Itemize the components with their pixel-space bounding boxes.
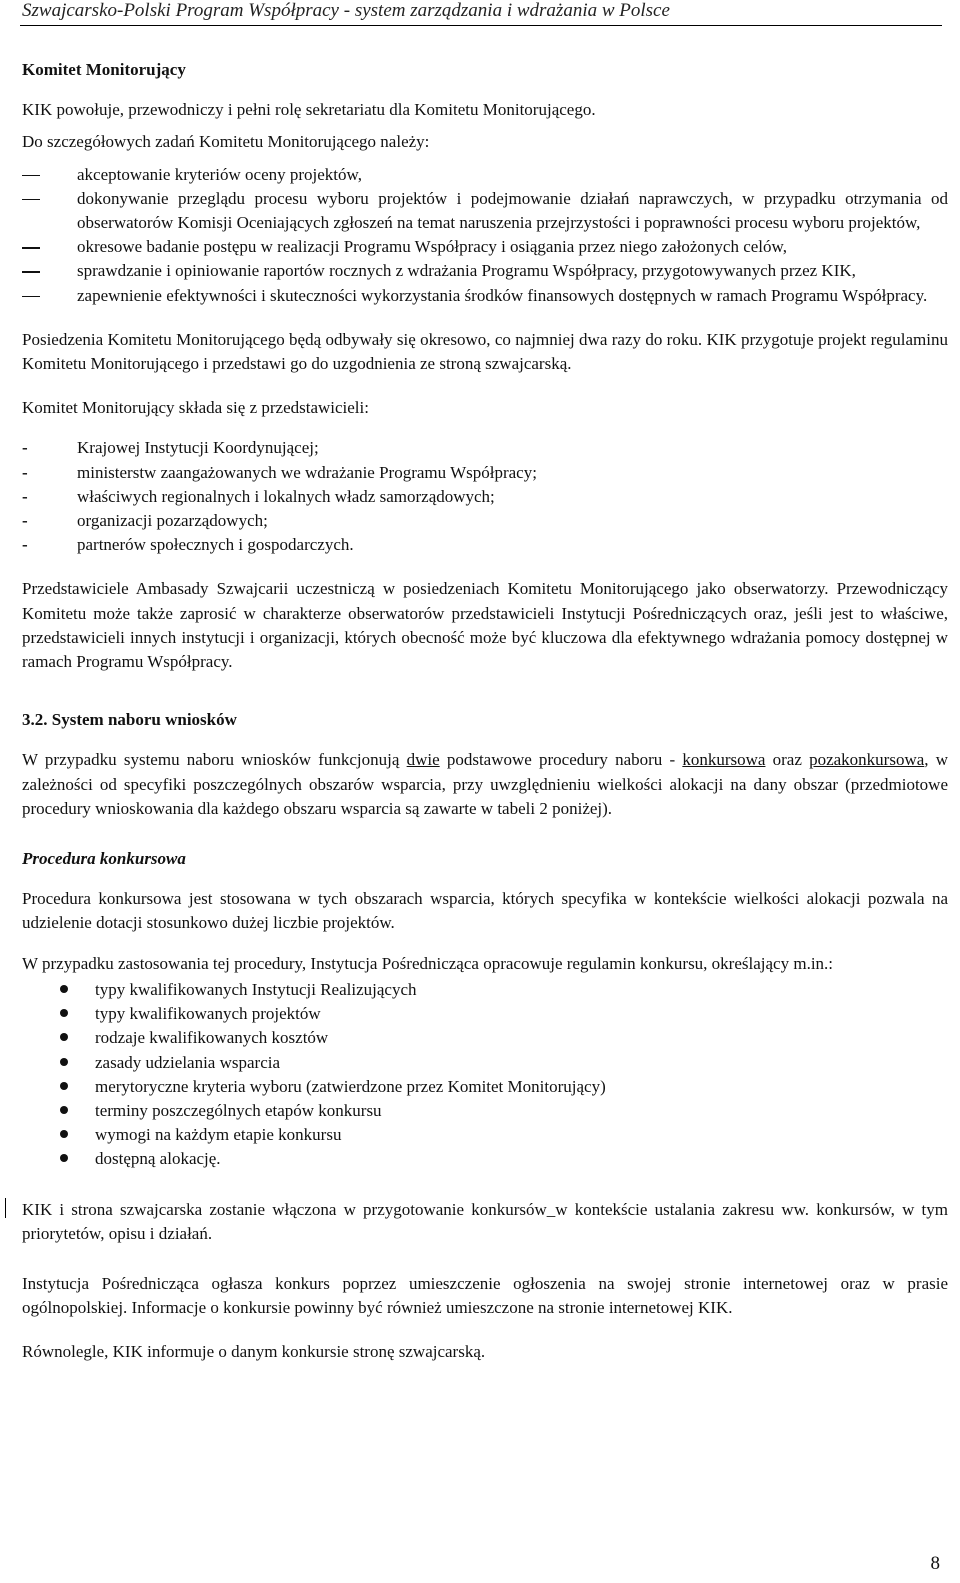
bullet-marker: [60, 1082, 68, 1090]
hyphen-marker: -: [22, 462, 28, 482]
list-item: - partnerów społecznych i gospodarczych.: [22, 533, 948, 557]
regulations-intro: W przypadku zastosowania tej procedury, Instytucja Pośrednicząca opracowuje regulamin konkursu, określający m.in.:: [22, 953, 834, 973]
page-number: 8: [930, 1553, 940, 1574]
dash-marker: [22, 175, 40, 177]
hyphen-marker: -: [22, 486, 28, 506]
list-item: akceptowanie kryteriów oceny projektów,: [22, 163, 948, 187]
sub-heading-procedura: Procedura konkursowa: [22, 849, 186, 869]
swiss-involvement-paragraph: KIK i strona szwajcarska zostanie włączona w przygotowanie konkursów_w kontekście ustalania zakresu ww. konkursów, w tym priorytetów, opisu i działań.: [22, 1199, 948, 1243]
list-item: - właściwych regionalnych i lokalnych władz samorządowych;: [22, 485, 948, 509]
bullet-marker: [60, 1130, 68, 1138]
list-item: rodzaje kwalifikowanych kosztów: [22, 1026, 948, 1050]
list-item: zasady udzielania wsparcia: [22, 1051, 948, 1075]
hyphen-marker: -: [22, 535, 28, 555]
hyphen-marker: -: [22, 511, 28, 531]
bullet-marker: [60, 1033, 68, 1041]
list-item: terminy poszczególnych etapów konkursu: [22, 1099, 948, 1123]
running-header: Szwajcarsko-Polski Program Współpracy - system zarządzania i wdrażania w Polsce: [22, 0, 670, 21]
list-item: zapewnienie efektywności i skuteczności wykorzystania środków finansowych dostępnych w ramach Programu Współpracy.: [22, 284, 948, 308]
observers-paragraph: Przedstawiciele Ambasady Szwajcarii uczestniczą w posiedzeniach Komitetu Monitorującego jako obserwatorzy. Przewodniczący Komitetu może także zaprosić w charakterze obserwatorów przedstawicieli Instytucji Pośredniczących oraz, jeśli jest to właściwe, przedstawicieli innych instytucji i organizacji, których obecność może być kluczowa dla efektywnego wdrażania pomocy dostępnej w ramach Programu Współpracy.: [22, 579, 948, 672]
committee-heading: Komitet Monitorujący: [22, 60, 186, 79]
bullet-marker: [60, 1009, 68, 1017]
composition-intro: Komitet Monitorujący składa się z przedstawicieli:: [22, 398, 369, 418]
dash-marker: [22, 199, 40, 201]
list-item: wymogi na każdym etapie konkursu: [22, 1123, 948, 1147]
list-item: - ministerstw zaangażowanych we wdrażanie Programu Współpracy;: [22, 461, 948, 485]
section-heading-3-2: 3.2. System naboru wniosków: [22, 710, 237, 730]
dash-marker: [22, 247, 40, 249]
member-list: [22, 436, 948, 557]
list-item: sprawdzanie i opiniowanie raportów rocznych z wdrażania Programu Współpracy, przygotowywanych przez KIK,: [22, 259, 948, 283]
meetings-paragraph: Posiedzenia Komitetu Monitorującego będą odbywały się okresowo, co najmniej dwa razy do roku. KIK przygotuje projekt regulaminu Komitetu Monitorującego i przedstawi go do uzgodnienia ze stroną szwajcarską.: [22, 329, 948, 374]
procedures-paragraph: W przypadku systemu naboru wniosków funkcjonują dwie podstawowe procedury naboru - konkursowa oraz pozakonkursowa, w zależności od specyfiki poszczególnych obszarów wsparcia, przy uwzględnieniu wielkości alokacji na dany obszar (przedmiotowe procedury wnioskowania dla każdego obszaru wsparcia są zawarte w tabeli 2 poniżej).: [22, 750, 948, 818]
regulations-list: [22, 978, 948, 1172]
announcement-paragraph: Instytucja Pośrednicząca ogłasza konkurs poprzez umieszczenie ogłoszenia na swojej stronie internetowej oraz w prasie ogólnopolskiej. Informacje o konkursie powinny być również umieszczone na stronie internetowej KIK.: [22, 1273, 948, 1318]
swiss-involvement-block: [22, 1198, 948, 1246]
list-item: - organizacji pozarządowych;: [22, 509, 948, 533]
list-item: merytoryczne kryteria wyboru (zatwierdzone przez Komitet Monitorujący): [22, 1075, 948, 1099]
bullet-marker: [60, 985, 68, 993]
committee-intro-1: KIK powołuje, przewodniczy i pełni rolę sekretariatu dla Komitetu Monitorującego.: [22, 100, 596, 120]
bullet-marker: [60, 1154, 68, 1162]
dash-marker: [22, 271, 40, 273]
bullet-marker: [60, 1058, 68, 1066]
committee-task-list: [22, 163, 948, 308]
procedure-description: Procedura konkursowa jest stosowana w tych obszarach wsparcia, których specyfika w kontekście wielkości alokacji pozwala na udzielenie dotacji stosunkowo dużej liczbie projektów.: [22, 889, 948, 933]
dash-marker: [22, 296, 40, 298]
change-bar: [5, 1198, 6, 1218]
committee-intro-2: Do szczegółowych zadań Komitetu Monitorującego należy:: [22, 132, 430, 152]
list-item: dokonywanie przeglądu procesu wyboru projektów i podejmowanie działań naprawczych, w przypadku otrzymania od obserwatorów Komisji Oceniających zgłoszeń na temat naruszenia przejrzystości i poprawności procesu wyboru projektów,: [22, 187, 948, 235]
list-item: - Krajowej Instytucji Koordynującej;: [22, 436, 948, 460]
page-content: [22, 50, 948, 1365]
list-item: typy kwalifikowanych projektów: [22, 1002, 948, 1026]
hyphen-marker: -: [22, 438, 28, 458]
header-rule: [20, 25, 942, 26]
list-item: okresowe badanie postępu w realizacji Programu Współpracy i osiągania przez niego założonych celów,: [22, 235, 948, 259]
list-item: dostępną alokację.: [22, 1147, 948, 1171]
list-item: typy kwalifikowanych Instytucji Realizujących: [22, 978, 948, 1002]
parallel-info-paragraph: Równolegle, KIK informuje o danym konkursie stronę szwajcarską.: [22, 1342, 486, 1362]
bullet-marker: [60, 1106, 68, 1114]
